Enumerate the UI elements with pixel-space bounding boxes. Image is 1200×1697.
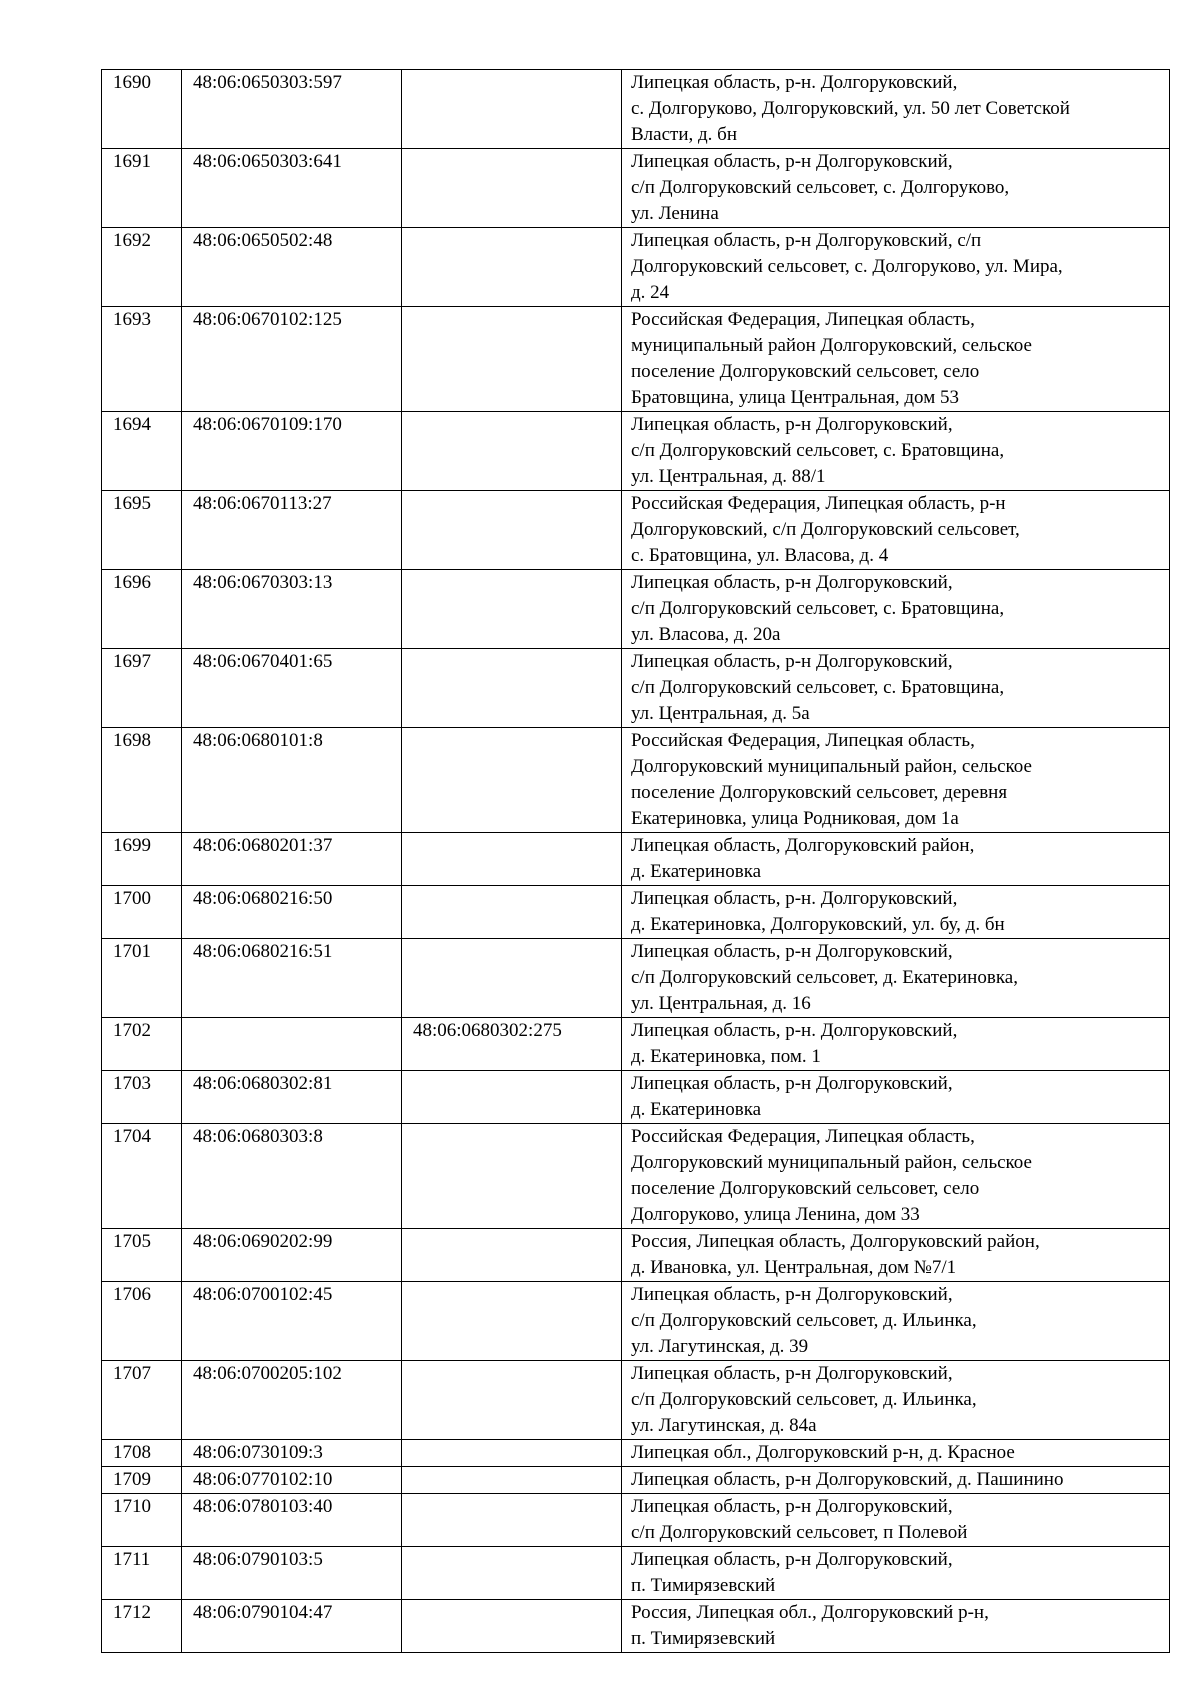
cadastral-number-secondary-cell: [402, 728, 622, 833]
address-line: Липецкая обл., Долгоруковский р-н, д. Красное: [631, 1442, 1015, 1463]
address-line: Липецкая область, р-н Долгоруковский,: [631, 651, 953, 672]
cadastral-number-cell: 48:06:0700205:102: [182, 1361, 402, 1440]
row-number-cell: 1701: [102, 939, 182, 1018]
address-line: Липецкая область, р-н. Долгоруковский,: [631, 888, 958, 909]
address-line: ул. Власова, д. 20а: [631, 624, 781, 645]
address-line: ул. Лагутинская, д. 84а: [631, 1415, 817, 1436]
cadastral-number-cell: 48:06:0770102:10: [182, 1467, 402, 1494]
table-row: [102, 728, 1170, 833]
address-line: с/п Долгоруковский сельсовет, д. Екатериновка,: [631, 967, 1018, 988]
cadastral-number-secondary-cell: [402, 412, 622, 491]
cadastral-number-secondary-cell: [402, 1282, 622, 1361]
table-row: [102, 570, 1170, 649]
table-row: [102, 1600, 1170, 1653]
cadastral-number-cell: 48:06:0670401:65: [182, 649, 402, 728]
address-line: Липецкая область, р-н Долгоруковский,: [631, 1496, 953, 1517]
row-number-cell: 1700: [102, 886, 182, 939]
cadastral-number-cell: 48:06:0680303:8: [182, 1124, 402, 1229]
table-row: [102, 1229, 1170, 1282]
address-line: Российская Федерация, Липецкая область, р-н: [631, 493, 1006, 514]
address-cell: [622, 1600, 1170, 1653]
table-row: [102, 491, 1170, 570]
address-line: Долгоруковский, с/п Долгоруковский сельсовет,: [631, 519, 1020, 540]
cadastral-number-cell: 48:06:0680101:8: [182, 728, 402, 833]
cadastral-number-secondary-cell: [402, 1547, 622, 1600]
address-line: Липецкая область, р-н Долгоруковский,: [631, 1073, 953, 1094]
row-number-cell: 1699: [102, 833, 182, 886]
address-cell: [622, 307, 1170, 412]
address-cell: [622, 939, 1170, 1018]
row-number-cell: 1708: [102, 1440, 182, 1467]
address-cell: [622, 1361, 1170, 1440]
address-cell: [622, 1124, 1170, 1229]
registry-table: [101, 69, 1170, 1653]
cadastral-number-secondary-cell: [402, 1440, 622, 1467]
cadastral-number-secondary-cell: [402, 307, 622, 412]
cadastral-number-secondary-cell: [402, 833, 622, 886]
address-line: с/п Долгоруковский сельсовет, д. Ильинка,: [631, 1310, 977, 1331]
table-row: [102, 1440, 1170, 1467]
table-row: [102, 833, 1170, 886]
row-number-cell: 1706: [102, 1282, 182, 1361]
cadastral-number-secondary-cell: [402, 491, 622, 570]
address-line: Липецкая область, р-н Долгоруковский,: [631, 1549, 953, 1570]
address-cell: [622, 412, 1170, 491]
cadastral-number-cell: 48:06:0780103:40: [182, 1494, 402, 1547]
address-cell: [622, 1494, 1170, 1547]
cadastral-number-cell: 48:06:0670109:170: [182, 412, 402, 491]
address-line: д. Екатериновка, Долгоруковский, ул. бу, д. бн: [631, 914, 1005, 935]
address-line: поселение Долгоруковский сельсовет, село: [631, 361, 980, 382]
table-row: [102, 228, 1170, 307]
address-line: с/п Долгоруковский сельсовет, с. Братовщина,: [631, 677, 1005, 698]
address-line: с/п Долгоруковский сельсовет, с. Братовщина,: [631, 598, 1005, 619]
row-number-cell: 1691: [102, 149, 182, 228]
cadastral-number-cell: 48:06:0730109:3: [182, 1440, 402, 1467]
row-number-cell: 1698: [102, 728, 182, 833]
table-row: [102, 1361, 1170, 1440]
address-line: Липецкая область, р-н Долгоруковский,: [631, 941, 953, 962]
row-number-cell: 1697: [102, 649, 182, 728]
row-number-cell: 1707: [102, 1361, 182, 1440]
address-cell: [622, 228, 1170, 307]
cadastral-number-secondary-cell: [402, 570, 622, 649]
table-row: [102, 649, 1170, 728]
address-line: Братовщина, улица Центральная, дом 53: [631, 387, 959, 408]
table-row: [102, 886, 1170, 939]
address-cell: [622, 1467, 1170, 1494]
address-line: Липецкая область, р-н Долгоруковский,: [631, 1363, 953, 1384]
address-line: с/п Долгоруковский сельсовет, с. Долгоруково,: [631, 177, 1010, 198]
cadastral-number-cell: 48:06:0790103:5: [182, 1547, 402, 1600]
address-line: поселение Долгоруковский сельсовет, деревня: [631, 782, 1008, 803]
row-number-cell: 1704: [102, 1124, 182, 1229]
registry-body: [102, 70, 1170, 1653]
cadastral-number-cell: 48:06:0680201:37: [182, 833, 402, 886]
table-row: [102, 1071, 1170, 1124]
address-line: с/п Долгоруковский сельсовет, д. Ильинка,: [631, 1389, 977, 1410]
cadastral-number-cell: 48:06:0670113:27: [182, 491, 402, 570]
address-cell: [622, 1282, 1170, 1361]
address-line: Долгоруковский муниципальный район, сельское: [631, 1152, 1032, 1173]
table-row: [102, 1018, 1170, 1071]
address-line: д. Ивановка, ул. Центральная, дом №7/1: [631, 1257, 957, 1278]
table-row: [102, 70, 1170, 149]
cadastral-number-cell: 48:06:0650303:641: [182, 149, 402, 228]
address-cell: [622, 1440, 1170, 1467]
table-row: [102, 1494, 1170, 1547]
row-number-cell: 1694: [102, 412, 182, 491]
cadastral-number-secondary-cell: [402, 149, 622, 228]
address-cell: [622, 149, 1170, 228]
cadastral-number-cell: 48:06:0680216:50: [182, 886, 402, 939]
cadastral-number-secondary-cell: [402, 1124, 622, 1229]
address-line: с/п Долгоруковский сельсовет, с. Братовщина,: [631, 440, 1005, 461]
cadastral-number-secondary-cell: [402, 1361, 622, 1440]
address-cell: [622, 833, 1170, 886]
address-line: Липецкая область, р-н. Долгоруковский,: [631, 1020, 958, 1041]
address-cell: [622, 1071, 1170, 1124]
address-cell: [622, 649, 1170, 728]
address-line: ул. Лагутинская, д. 39: [631, 1336, 809, 1357]
table-row: [102, 149, 1170, 228]
cadastral-number-secondary-cell: [402, 228, 622, 307]
table-row: [102, 1467, 1170, 1494]
cadastral-number-secondary-cell: [402, 1071, 622, 1124]
address-cell: [622, 70, 1170, 149]
address-cell: [622, 886, 1170, 939]
address-line: Липецкая область, р-н Долгоруковский,: [631, 1284, 953, 1305]
address-line: Липецкая область, Долгоруковский район,: [631, 835, 975, 856]
address-line: Липецкая область, р-н Долгоруковский,: [631, 414, 953, 435]
table-row: [102, 1547, 1170, 1600]
cadastral-number-cell: [182, 1018, 402, 1071]
address-line: Липецкая область, р-н. Долгоруковский,: [631, 72, 958, 93]
address-cell: [622, 570, 1170, 649]
address-line: с. Долгоруково, Долгоруковский, ул. 50 лет Советской: [631, 98, 1070, 119]
row-number-cell: 1703: [102, 1071, 182, 1124]
address-line: Российская Федерация, Липецкая область,: [631, 309, 975, 330]
cadastral-number-cell: 48:06:0790104:47: [182, 1600, 402, 1653]
address-cell: [622, 1547, 1170, 1600]
row-number-cell: 1710: [102, 1494, 182, 1547]
address-line: Долгоруковский сельсовет, с. Долгоруково, ул. Мира,: [631, 256, 1063, 277]
row-number-cell: 1702: [102, 1018, 182, 1071]
cadastral-number-secondary-cell: [402, 939, 622, 1018]
address-line: ул. Ленина: [631, 203, 719, 224]
cadastral-number-secondary-cell: [402, 70, 622, 149]
table-row: [102, 1282, 1170, 1361]
cadastral-number-cell: 48:06:0700102:45: [182, 1282, 402, 1361]
table-row: [102, 1124, 1170, 1229]
row-number-cell: 1692: [102, 228, 182, 307]
cadastral-number-cell: 48:06:0650303:597: [182, 70, 402, 149]
address-line: д. Екатериновка: [631, 861, 762, 882]
address-line: муниципальный район Долгоруковский, сельское: [631, 335, 1032, 356]
address-cell: [622, 491, 1170, 570]
address-line: д. Екатериновка: [631, 1099, 762, 1120]
address-line: Российская Федерация, Липецкая область,: [631, 730, 975, 751]
cadastral-number-secondary-cell: [402, 886, 622, 939]
row-number-cell: 1690: [102, 70, 182, 149]
address-line: ул. Центральная, д. 88/1: [631, 466, 826, 487]
row-number-cell: 1711: [102, 1547, 182, 1600]
cadastral-number-cell: 48:06:0670102:125: [182, 307, 402, 412]
address-line: д. 24: [631, 282, 670, 303]
address-line: Долгоруково, улица Ленина, дом 33: [631, 1204, 920, 1225]
cadastral-number-cell: 48:06:0670303:13: [182, 570, 402, 649]
address-line: Липецкая область, р-н Долгоруковский,: [631, 151, 953, 172]
address-line: Россия, Липецкая обл., Долгоруковский р-н,: [631, 1602, 989, 1623]
row-number-cell: 1705: [102, 1229, 182, 1282]
address-line: поселение Долгоруковский сельсовет, село: [631, 1178, 980, 1199]
address-cell: [622, 728, 1170, 833]
row-number-cell: 1693: [102, 307, 182, 412]
address-line: Липецкая область, р-н Долгоруковский, д. Пашинино: [631, 1469, 1064, 1490]
cadastral-number-secondary-cell: [402, 1600, 622, 1653]
address-line: ул. Центральная, д. 5а: [631, 703, 810, 724]
address-line: Россия, Липецкая область, Долгоруковский район,: [631, 1231, 1040, 1252]
cadastral-number-cell: 48:06:0680216:51: [182, 939, 402, 1018]
row-number-cell: 1696: [102, 570, 182, 649]
table-row: [102, 939, 1170, 1018]
cadastral-number-cell: 48:06:0690202:99: [182, 1229, 402, 1282]
address-line: Екатериновка, улица Родниковая, дом 1а: [631, 808, 959, 829]
address-line: д. Екатериновка, пом. 1: [631, 1046, 821, 1067]
address-line: Липецкая область, р-н Долгоруковский, с/п: [631, 230, 982, 251]
address-line: Липецкая область, р-н Долгоруковский,: [631, 572, 953, 593]
cadastral-number-secondary-cell: [402, 1467, 622, 1494]
row-number-cell: 1712: [102, 1600, 182, 1653]
cadastral-number-secondary-cell: 48:06:0680302:275: [402, 1018, 622, 1071]
cadastral-number-cell: 48:06:0650502:48: [182, 228, 402, 307]
address-line: с/п Долгоруковский сельсовет, п Полевой: [631, 1522, 968, 1543]
address-line: Российская Федерация, Липецкая область,: [631, 1126, 975, 1147]
address-line: с. Братовщина, ул. Власова, д. 4: [631, 545, 889, 566]
cadastral-number-secondary-cell: [402, 649, 622, 728]
row-number-cell: 1709: [102, 1467, 182, 1494]
address-line: Власти, д. бн: [631, 124, 737, 145]
address-line: п. Тимирязевский: [631, 1575, 776, 1596]
address-cell: [622, 1229, 1170, 1282]
address-line: Долгоруковский муниципальный район, сельское: [631, 756, 1032, 777]
row-number-cell: 1695: [102, 491, 182, 570]
table-row: [102, 412, 1170, 491]
table-row: [102, 307, 1170, 412]
address-line: ул. Центральная, д. 16: [631, 993, 811, 1014]
cadastral-number-cell: 48:06:0680302:81: [182, 1071, 402, 1124]
cadastral-number-secondary-cell: [402, 1494, 622, 1547]
address-line: п. Тимирязевский: [631, 1628, 776, 1649]
address-cell: [622, 1018, 1170, 1071]
cadastral-number-secondary-cell: [402, 1229, 622, 1282]
